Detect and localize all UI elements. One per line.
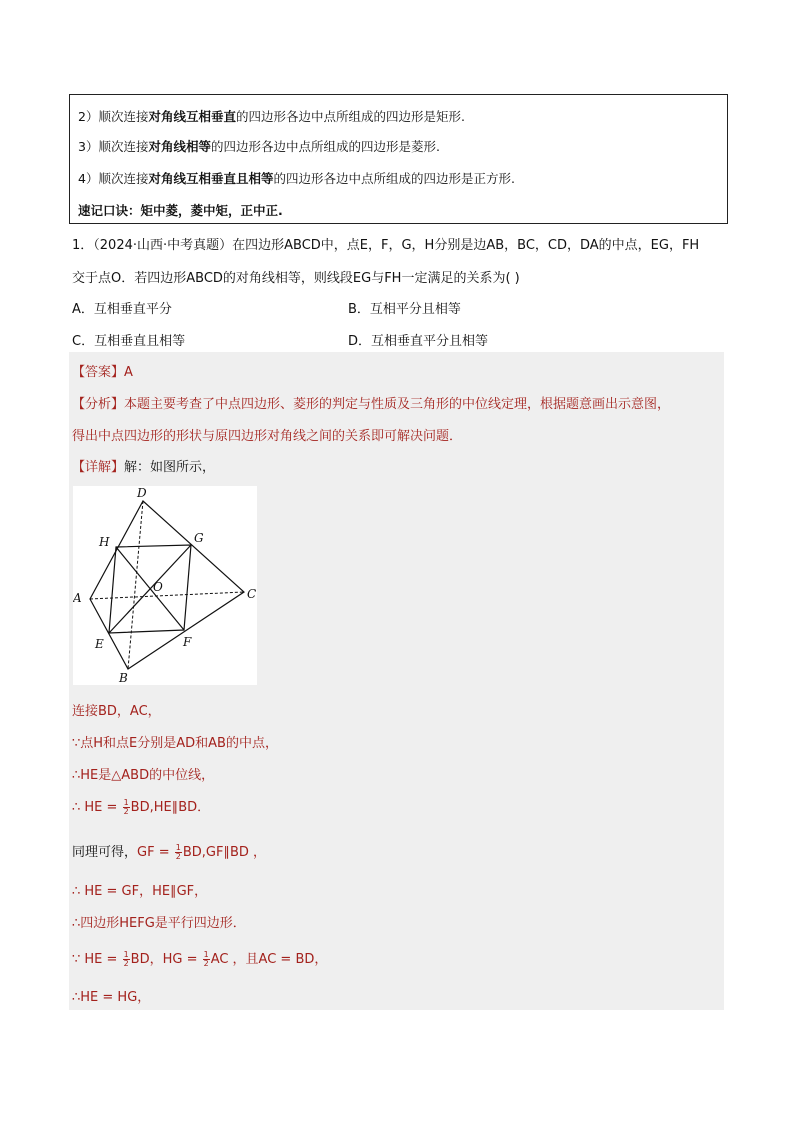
mnemonic-line: 速记口诀：矩中菱，菱中矩，正中正. (78, 203, 283, 218)
label-o: O (153, 580, 163, 594)
fraction-denominator: 2 (175, 852, 181, 861)
step-6: ∴ HE = GF，HE∥GF， (72, 884, 208, 899)
fraction-numerator: 1 (123, 950, 129, 959)
step-text: BD，HG = (130, 952, 202, 967)
fraction-half (123, 799, 130, 816)
step-text: AC ，且AC = BD， (210, 952, 328, 967)
step-7: ∴四边形HEFG是平行四边形． (72, 916, 246, 931)
detail-text: 解：如图所示， (124, 460, 216, 475)
detail-line (72, 456, 215, 475)
step-5 (72, 841, 266, 861)
fraction-half (203, 951, 210, 968)
text: 4）顺次连接 (78, 171, 149, 186)
fraction-denominator: 2 (123, 959, 129, 968)
fraction-denominator: 2 (203, 959, 209, 968)
analysis-line-1 (72, 393, 670, 412)
text: 2）顺次连接 (78, 109, 149, 124)
step-text: ∴ HE = (72, 800, 122, 815)
step-4 (72, 796, 210, 816)
option-d: D．互相垂直平分且相等 (348, 334, 489, 349)
label-a: A (73, 591, 82, 605)
step-3: ∴HE是△ABD的中位线， (72, 768, 215, 783)
knowledge-box (69, 94, 728, 224)
fraction-numerator: 1 (123, 798, 129, 807)
box-line-2 (78, 107, 465, 125)
diagonal-ac (90, 592, 244, 599)
text: 的四边形各边中点所组成的四边形是正方形. (273, 171, 515, 186)
step-1: 连接BD，AC， (72, 704, 161, 719)
bold-text: 对角线互相垂直且相等 (148, 171, 274, 186)
analysis-text: 本题主要考查了中点四边形、菱形的判定与性质及三角形的中位线定理，根据题意画出示意图， (124, 397, 671, 412)
option-a: A．互相垂直平分 (72, 302, 172, 317)
analysis-tag: 【分析】 (72, 397, 125, 412)
answer-value: A (124, 365, 133, 380)
box-line-4 (78, 169, 515, 187)
question-stem-2: 交于点O．若四边形ABCD的对角线相等，则线段EG与FH一定满足的关系为( ) (72, 271, 520, 286)
label-c: C (247, 587, 257, 601)
fraction-half (123, 951, 130, 968)
answer-line (72, 361, 133, 380)
answer-tag: 【答案】 (72, 365, 125, 380)
text: 的四边形各边中点所组成的四边形是矩形. (235, 109, 465, 124)
bold-text: 对角线相等 (148, 139, 211, 154)
figure-svg (73, 486, 257, 685)
bold-text: 对角线互相垂直 (148, 109, 236, 124)
option-c: C．互相垂直且相等 (72, 334, 186, 349)
question-stem-1: 1．（2024·山西·中考真题）在四边形ABCD中，点E，F，G，H分别是边AB，BC，CD，DA的中点，EG，FH (72, 238, 700, 253)
fraction-denominator: 2 (123, 807, 129, 816)
step-text: ∵ HE = (72, 952, 122, 967)
step-text: 同理可得， (72, 845, 138, 860)
text: 的四边形各边中点所组成的四边形是菱形. (210, 139, 440, 154)
step-9: ∴HE = HG， (72, 990, 151, 1005)
label-b: B (119, 671, 128, 685)
detail-tag: 【详解】 (72, 460, 125, 475)
analysis-line-2: 得出中点四边形的形状与原四边形对角线之间的关系即可解决问题． (72, 429, 463, 444)
box-line-3 (78, 137, 440, 155)
label-f: F (183, 635, 192, 649)
geometry-figure (73, 486, 257, 685)
label-h: H (99, 535, 110, 549)
label-e: E (95, 637, 104, 651)
diagonal-bd (128, 501, 143, 669)
fraction-numerator: 1 (203, 950, 209, 959)
step-text: BD,GF∥BD ， (182, 845, 267, 860)
label-d: D (137, 486, 147, 500)
segment-fh (116, 547, 184, 630)
step-text: BD,HE∥BD． (130, 800, 211, 815)
step-2: ∵点H和点E分别是AD和AB的中点， (72, 736, 278, 751)
text: 3）顺次连接 (78, 139, 149, 154)
option-b: B．互相平分且相等 (348, 302, 461, 317)
fraction-numerator: 1 (175, 843, 181, 852)
fraction-half (175, 844, 182, 861)
step-text: GF = (137, 845, 174, 860)
label-g: G (194, 531, 204, 545)
step-8 (72, 948, 327, 968)
